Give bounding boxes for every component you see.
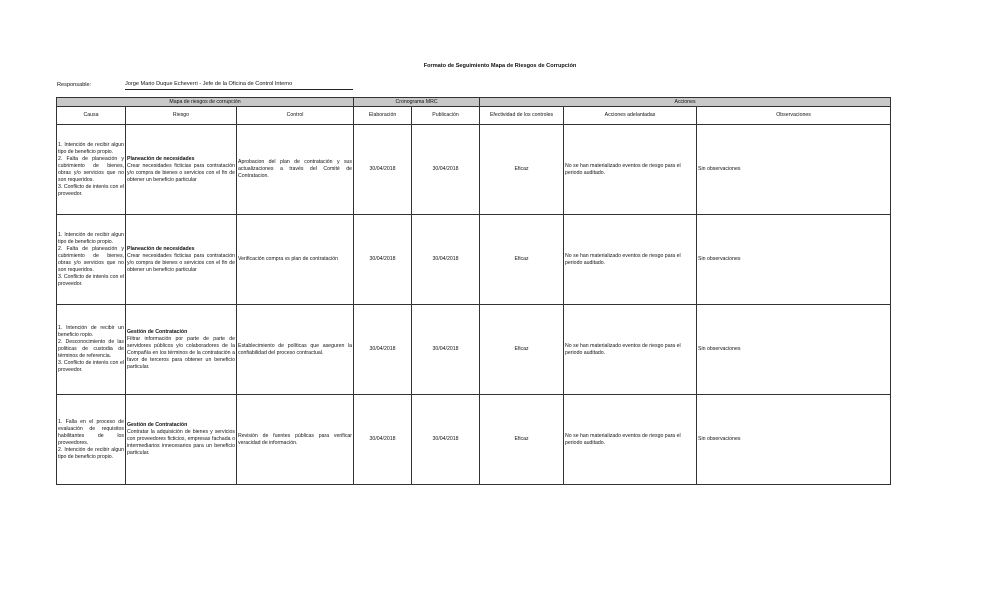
cell-publicacion: 30/04/2018 bbox=[412, 395, 480, 485]
cell-elaboracion: 30/04/2018 bbox=[354, 395, 412, 485]
cell-efectividad: Eficaz bbox=[480, 125, 564, 215]
group-header-cronograma: Cronograma MRC bbox=[354, 98, 480, 107]
cell-observaciones: Sin observaciones bbox=[697, 305, 891, 395]
column-header-observaciones: Observaciones bbox=[697, 107, 891, 125]
table-row bbox=[57, 305, 891, 395]
cell-causa bbox=[57, 125, 126, 215]
document-title: Formato de Seguimiento Mapa de Riesgos de Corrupción bbox=[423, 63, 577, 69]
causa-line: 2. Desconocimiento de las politicas de custodia de términos de referencia. bbox=[58, 339, 124, 359]
causa-line: 1. Intención de recibir un beneficio ropio. bbox=[58, 325, 124, 338]
cell-acciones: No se han materializado eventos de riesgo para el periodo auditado. bbox=[564, 395, 697, 485]
causa-line: 3. Conflicto de interés con el proveedor. bbox=[58, 183, 124, 197]
table-row bbox=[57, 395, 891, 485]
column-header-efectividad: Efectividad de los controles bbox=[480, 107, 564, 125]
cell-control: Aprobacion del plan de contratación y sus actualizaciones a través del Comité de Contratacion. bbox=[237, 125, 354, 215]
cell-observaciones: Sin observaciones bbox=[697, 125, 891, 215]
cell-control: Verificación compra vs plan de contratación bbox=[237, 215, 354, 305]
cell-observaciones: Sin observaciones bbox=[697, 395, 891, 485]
column-header-causa: Causa bbox=[57, 107, 126, 125]
cell-causa bbox=[57, 395, 126, 485]
cell-efectividad: Eficaz bbox=[480, 395, 564, 485]
cell-acciones: No se han materializado eventos de riesgo para el periodo auditado. bbox=[564, 305, 697, 395]
cell-riesgo bbox=[126, 305, 237, 395]
cell-riesgo bbox=[126, 395, 237, 485]
riesgo-title: Planeación de necesidades bbox=[127, 245, 195, 252]
cell-riesgo bbox=[126, 125, 237, 215]
cell-elaboracion: 30/04/2018 bbox=[354, 215, 412, 305]
cell-elaboracion: 30/04/2018 bbox=[354, 305, 412, 395]
causa-line: 2. Intención de recibir algun tipo de beneficio propio. bbox=[58, 446, 124, 460]
causa-line: 3. Conflicto de interés con el proveedor. bbox=[58, 273, 124, 287]
group-header-acciones: Acciones bbox=[480, 98, 891, 107]
group-header-mapa: Mapa de riesgos de corrupción bbox=[57, 98, 354, 107]
cell-causa bbox=[57, 305, 126, 395]
cell-efectividad: Eficaz bbox=[480, 305, 564, 395]
riesgo-title: Gestión de Contratación bbox=[127, 422, 188, 428]
cell-efectividad: Eficaz bbox=[480, 215, 564, 305]
causa-line: 2. Falta de planeación y cubrimiento de bienes, obras y/o servicios que no son requeridos. bbox=[58, 245, 124, 273]
cell-control: Revisión de fuentes públicas para verificar veracidad de información. bbox=[237, 395, 354, 485]
riesgo-text: Filtrar información por parte de parte de servidores públicos y/o colaboradores de la Compañía en los términos de la contratación a favor de terceros para obtener un beneficio particular. bbox=[127, 335, 235, 370]
cell-riesgo bbox=[126, 215, 237, 305]
column-header-riesgo: Riesgo bbox=[126, 107, 237, 125]
table-row bbox=[57, 125, 891, 215]
group-header-row bbox=[57, 98, 891, 107]
riesgo-text: Crear necesidades ficticias para contratación y/o compra de bienes o servicios con el fin de obtener un beneficio particular bbox=[127, 252, 235, 273]
cell-publicacion: 30/04/2018 bbox=[412, 125, 480, 215]
causa-line: 2. Falta de planeación y cubrimiento de bienes, obras y/o servicios que no son requeridos. bbox=[58, 155, 124, 183]
cell-publicacion: 30/04/2018 bbox=[412, 305, 480, 395]
responsable-label: Responsable: bbox=[57, 82, 92, 88]
cell-acciones: No se han materializado eventos de riesgo para el periodo auditado. bbox=[564, 215, 697, 305]
column-header-row bbox=[57, 107, 891, 125]
cell-elaboracion: 30/04/2018 bbox=[354, 125, 412, 215]
cell-acciones: No se han materializado eventos de riesgo para el periodo auditado. bbox=[564, 125, 697, 215]
riesgo-text: Crear necesidades ficticias para contratación y/o compra de bienes o servicios con el fin de obtener un beneficio particular bbox=[127, 162, 235, 183]
causa-line: 1. Intención de recibir algun tipo de beneficio propio. bbox=[58, 231, 124, 245]
riesgo-title: Gestión de Contratación bbox=[127, 328, 188, 335]
cell-observaciones: Sin observaciones bbox=[697, 215, 891, 305]
riesgo-title: Planeación de necesidades bbox=[127, 155, 195, 162]
column-header-elaboracion: Elaboración bbox=[354, 107, 412, 125]
table-row bbox=[57, 215, 891, 305]
causa-line: 1. Falla en el proceso de evaluación de requisitos habilitantes de los proveedores. bbox=[58, 418, 124, 446]
cell-control: Establecimiento de políticas que aseguren la confiabilidad del proceso contractual. bbox=[237, 305, 354, 395]
responsable-value: Jorge Mario Duque Echeverri - Jefe de la Oficina de Control Interno bbox=[125, 81, 353, 90]
risk-map-table bbox=[56, 97, 891, 485]
column-header-acciones-adelantadas: Acciones adelantadas bbox=[564, 107, 697, 125]
cell-publicacion: 30/04/2018 bbox=[412, 215, 480, 305]
cell-causa bbox=[57, 215, 126, 305]
causa-line: 3. Conflicto de interés con el proveedor. bbox=[58, 360, 124, 373]
causa-line: 1. Intención de recibir algun tipo de beneficio propio. bbox=[58, 141, 124, 155]
riesgo-text: Contratar la adquisición de bienes y servicios con proveedores ficticios, empresas fachada o intermediarios innecesarios para un beneficio particular. bbox=[127, 429, 235, 456]
column-header-publicacion: Publicación bbox=[412, 107, 480, 125]
column-header-control: Control bbox=[237, 107, 354, 125]
